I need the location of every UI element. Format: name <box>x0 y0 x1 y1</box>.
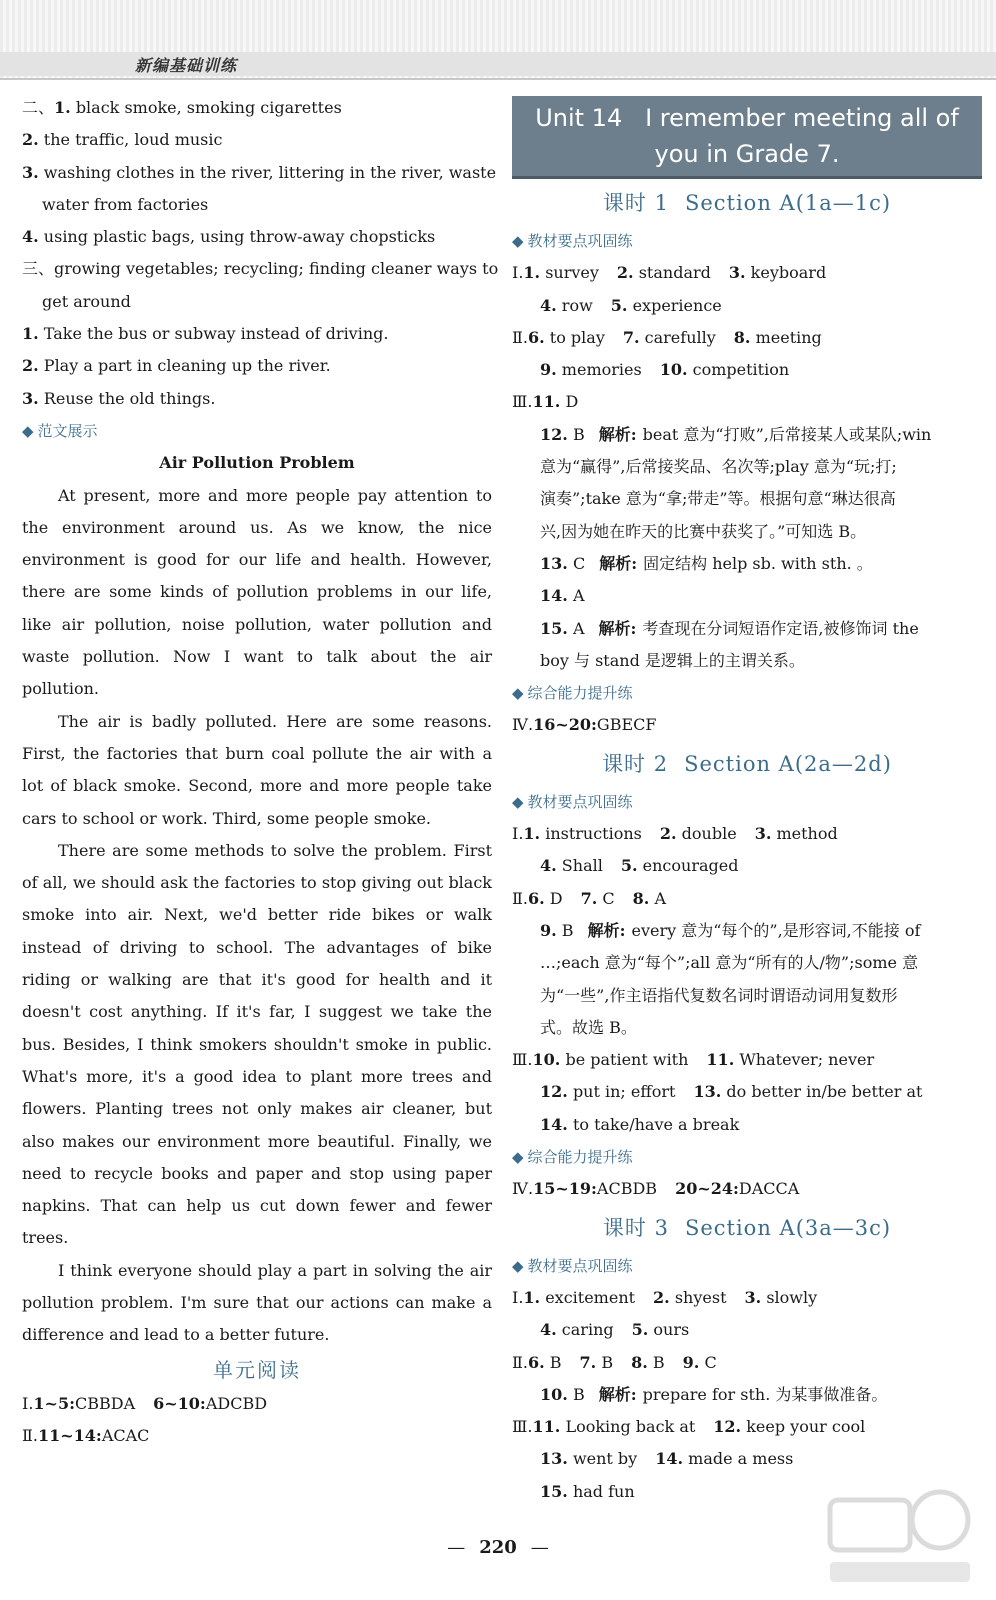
answer: meeting <box>755 327 822 347</box>
answer-text: get around <box>42 291 131 311</box>
answer: Shall <box>561 856 603 876</box>
answer-row <box>512 1109 982 1141</box>
range-label: 11~14: <box>37 1425 102 1445</box>
item-number: 11. <box>532 1417 561 1437</box>
answer-lines-part2-3 <box>22 92 499 415</box>
answer: had fun <box>572 1481 635 1501</box>
item-number: 12. <box>540 424 568 444</box>
reading-answer-row <box>22 1388 492 1420</box>
item-number: 7. <box>622 327 640 347</box>
unit-title-banner <box>512 96 982 179</box>
item-number: 12. <box>713 1417 742 1437</box>
item-number: 10. <box>532 1050 561 1070</box>
diamond-icon: ◆ <box>512 1148 524 1167</box>
explanation: prepare for sth. 为某事做准备。 <box>642 1384 888 1404</box>
essay-title: Air Pollution Problem <box>159 453 355 473</box>
roman-numeral: Ⅱ. <box>512 888 528 908</box>
item-number: 1. <box>523 263 541 283</box>
answer: encouraged <box>642 856 739 876</box>
answer: put in; effort <box>572 1082 676 1102</box>
roman-numeral: Ⅱ. <box>512 327 528 347</box>
explanation-label: 解析: <box>598 618 637 638</box>
item-number: 9. <box>540 920 557 940</box>
answer: D <box>565 392 579 412</box>
explanation-line: …;each 意为“每个”;all 意为“所有的人/物”;some 意 <box>540 953 919 973</box>
item-number: 4. <box>540 295 557 315</box>
item-number: 12. <box>540 1082 568 1102</box>
diamond-icon: ◆ <box>22 421 34 440</box>
item-number: 9. <box>682 1352 700 1372</box>
roman-numeral: Ⅲ. <box>512 1417 533 1437</box>
answer-row <box>512 290 982 322</box>
answer-text: Take the bus or subway instead of driving. <box>43 324 389 344</box>
answer: A <box>572 618 585 638</box>
answer-text: CBBDA <box>74 1393 136 1413</box>
answer-row <box>512 613 982 645</box>
explanation-line: 兴,因为她在昨天的比赛中获奖了。”可知选 B。 <box>540 521 867 541</box>
answer: B <box>572 424 585 444</box>
section-label: 教材要点巩固练 <box>527 232 633 250</box>
item-number: 10. <box>659 360 688 380</box>
answer: C <box>602 888 615 908</box>
essay-paragraph-3: There are some methods to solve the problem. First of all, we should ask the factories to stop giving out black smoke into air. Next, we'd better ride bikes or walk instead of driving to school. The advantages of bike riding or walking are that it's good for health and it doesn't cost anything. If it's far, I suggest we take the bus. Besides, I think smokers shouldn't smoke in public. What's more, it's a good idea to plant more trees and flowers. Planting trees not only makes air cleaner, but also makes our environment more beautiful. Finally, we need to recycle books and paper and stop using paper napkins. That can help us cut down fewer and fewer trees. <box>22 840 492 1248</box>
item-number: 7. <box>580 888 598 908</box>
answer-row <box>512 548 982 580</box>
item-number: 13. <box>693 1082 722 1102</box>
item-number: 3. <box>22 162 39 182</box>
answer: competition <box>692 360 790 380</box>
header-divider <box>0 78 996 80</box>
answer-text: black smoke, smoking cigarettes <box>75 98 342 117</box>
item-number: 8. <box>632 888 650 908</box>
explanation-label: 解析: <box>598 1384 637 1404</box>
answer: row <box>561 295 593 315</box>
item-number: 5. <box>610 295 628 315</box>
item-number: 8. <box>733 327 751 347</box>
reading-answer-row <box>22 1420 492 1452</box>
essay-paragraph-4: I think everyone should play a part in solving the air pollution problem. I'm sure that our actions can make a difference and lead to a better future. <box>22 1260 492 1345</box>
item-number: 9. <box>540 360 557 380</box>
item-number: 13. <box>540 1449 568 1469</box>
item-number: 3. <box>744 1287 762 1307</box>
item-number: 11. <box>706 1050 735 1070</box>
answer-line <box>22 124 492 156</box>
item-number: 6. <box>527 888 545 908</box>
answer: C <box>704 1352 717 1372</box>
roman-numeral: Ⅰ. <box>512 263 524 283</box>
answer: D <box>549 888 563 908</box>
explanation-label: 解析: <box>587 920 626 940</box>
answer-row <box>512 1443 982 1475</box>
range-label: 6~10: <box>153 1393 206 1413</box>
answer: double <box>681 824 737 844</box>
section-basic <box>512 786 982 818</box>
roman-numeral: Ⅲ. <box>512 392 533 412</box>
item-number: 11. <box>532 392 561 412</box>
explanation-line: 为“一些”,作主语指代复数名词时谓语动词用复数形 <box>540 985 898 1005</box>
unit-title-line-1: Unit 14 I remember meeting all of <box>535 104 959 132</box>
item-number: 4. <box>540 1320 557 1340</box>
answer: Looking back at <box>565 1417 696 1437</box>
roman-numeral: Ⅲ. <box>512 1050 533 1070</box>
answer-text: Reuse the old things. <box>43 388 216 408</box>
answer: keyboard <box>750 263 827 283</box>
item-number: 15. <box>540 618 568 638</box>
answer-row <box>512 322 982 354</box>
section-basic <box>512 225 982 257</box>
explanation-line: boy 与 stand 是逻辑上的主谓关系。 <box>540 650 805 670</box>
answer-row <box>512 1173 982 1205</box>
answer-row <box>512 257 982 289</box>
answer-line <box>22 318 492 350</box>
explanation-line: 意为“赢得”,后常接奖品、名次等;play 意为“玩;打; <box>540 457 897 477</box>
lesson-label: 课时 3 <box>602 1215 669 1240</box>
section-label: 综合能力提升练 <box>527 684 633 703</box>
item-number: 16~20: <box>533 715 597 735</box>
answer: C <box>572 553 586 573</box>
diamond-icon: ◆ <box>512 232 524 250</box>
explanation: 固定结构 help sb. with sth. 。 <box>643 553 873 573</box>
item-number: 4. <box>22 227 39 247</box>
answer-row <box>512 915 982 947</box>
item-number: 14. <box>540 1114 568 1134</box>
answer-line <box>22 92 492 124</box>
explanation: beat 意为“打败”,后常接某人或某队;win <box>642 424 932 444</box>
page-number-value: 220 <box>479 1537 517 1558</box>
range-label: 1~5: <box>33 1393 75 1413</box>
explanation-label: 解析: <box>599 553 638 573</box>
answer: be patient with <box>565 1050 689 1070</box>
answer: shyest <box>674 1287 727 1307</box>
item-number: 2. <box>653 1287 670 1307</box>
roman-numeral: Ⅰ. <box>22 1393 34 1413</box>
diamond-icon: ◆ <box>512 792 524 811</box>
answer: experience <box>632 295 722 315</box>
answer: do better in/be better at <box>726 1082 923 1102</box>
explanation-line: 演奏”;take 意为“拿;带走”等。根据句意“琳达很高 <box>540 489 896 509</box>
item-number: 8. <box>631 1352 648 1372</box>
answer: to play <box>549 327 605 347</box>
answer-row <box>512 818 982 850</box>
lesson-label: 课时 2 <box>602 751 669 776</box>
section-prefix: 三、 <box>22 259 55 279</box>
answer-text: ADCBD <box>205 1393 268 1413</box>
item-number: 4. <box>540 856 557 876</box>
right-column <box>512 96 982 1508</box>
item-number: 6. <box>527 327 545 347</box>
item-number: 2. <box>22 356 39 376</box>
section-label: 范文展示 <box>37 421 98 440</box>
answer-text: using plastic bags, using throw-away chopsticks <box>43 227 436 247</box>
item-number: 6. <box>527 1352 545 1372</box>
roman-numeral: Ⅳ. <box>512 715 534 735</box>
explanation-label: 解析: <box>598 424 637 444</box>
answer-line <box>22 286 492 318</box>
answer: caring <box>561 1320 614 1340</box>
roman-numeral: Ⅳ. <box>512 1179 534 1199</box>
answer: B <box>572 1384 585 1404</box>
answer-row <box>512 1076 982 1108</box>
answer-text: the traffic, loud music <box>43 130 223 150</box>
answer-line <box>22 253 499 285</box>
item-number: 20~24: <box>675 1179 739 1199</box>
section-label: 综合能力提升练 <box>527 1148 633 1167</box>
unit-title-line-2: you in Grade 7. <box>654 140 840 168</box>
essay-paragraph-2: The air is badly polluted. Here are some reasons. First, the factories that burn coal pollute the air with a lot of black smoke. Second, more and more people take cars to school or work. Third, some people smoke. <box>22 711 492 828</box>
answer-row <box>512 1282 982 1314</box>
roman-numeral: Ⅱ. <box>22 1425 38 1445</box>
section-label: 教材要点巩固练 <box>527 1256 633 1275</box>
answer: to take/have a break <box>572 1114 740 1134</box>
answer-row <box>512 883 982 915</box>
answer-line <box>22 383 492 415</box>
answer: GBECF <box>596 715 657 735</box>
item-number: 15~19: <box>533 1179 597 1199</box>
item-number: 3. <box>754 824 772 844</box>
answer: method <box>776 824 838 844</box>
answer-line <box>22 157 497 189</box>
answer-text: water from factories <box>42 194 209 214</box>
lesson-section: Section A(1a—1c) <box>684 191 892 215</box>
answer-row <box>512 1411 982 1443</box>
item-number: 10. <box>540 1384 568 1404</box>
answer: A <box>572 586 585 606</box>
item-number: 3. <box>22 388 39 408</box>
answer: B <box>549 1352 562 1372</box>
answer-text: ACAC <box>101 1425 150 1445</box>
answer-row <box>512 1044 982 1076</box>
section-ability <box>512 1141 982 1173</box>
left-column <box>22 92 499 1452</box>
lesson-section: Section A(3a—3c) <box>684 1215 892 1240</box>
answer: excitement <box>545 1287 636 1307</box>
section-model-essay <box>22 415 492 447</box>
answer-row <box>512 1347 982 1379</box>
lesson-section: Section A(2a—2d) <box>684 751 892 776</box>
answer-row <box>512 1379 982 1411</box>
explanation-line: 式。故选 B。 <box>540 1017 637 1037</box>
lesson-1-heading <box>512 181 982 225</box>
answer: slowly <box>766 1287 818 1307</box>
dash-left: — <box>447 1537 466 1558</box>
item-number: 2. <box>659 824 677 844</box>
answer: ACBDB <box>596 1179 658 1199</box>
section-ability <box>512 677 982 709</box>
answer-line <box>22 221 492 253</box>
answer-row <box>512 419 982 451</box>
watermark-logo <box>820 1480 980 1590</box>
answer-row <box>512 850 982 882</box>
diamond-icon: ◆ <box>512 684 524 703</box>
item-number: 14. <box>540 586 568 606</box>
answer: keep your cool <box>746 1417 866 1437</box>
diamond-icon: ◆ <box>512 1256 524 1275</box>
answer-row <box>512 354 982 386</box>
item-number: 2. <box>22 130 39 150</box>
answer-line <box>22 350 492 382</box>
item-number: 7. <box>579 1352 597 1372</box>
item-number: 15. <box>540 1481 568 1501</box>
item-number: 2. <box>616 263 634 283</box>
lesson-label: 课时 1 <box>602 191 669 215</box>
answer: ours <box>653 1320 690 1340</box>
explanation: every 意为“每个的”,是形容词,不能接 of <box>631 920 921 940</box>
item-number: 1. <box>22 324 39 344</box>
answer-text: Play a part in cleaning up the river. <box>43 356 331 376</box>
item-number: 13. <box>540 553 568 573</box>
answer-row <box>512 1314 982 1346</box>
section-prefix: 二、 <box>22 98 55 117</box>
unit-reading-title: 单元阅读 <box>213 1357 301 1382</box>
roman-numeral: Ⅰ. <box>512 1287 524 1307</box>
answer-row <box>512 709 982 741</box>
answer-row <box>512 386 982 418</box>
roman-numeral: Ⅰ. <box>512 824 524 844</box>
book-series-title: 新编基础训练 <box>135 56 238 75</box>
answer: B <box>601 1352 614 1372</box>
answer: DACCA <box>738 1179 800 1199</box>
answer: memories <box>561 360 642 380</box>
answer: standard <box>638 263 711 283</box>
answer-line <box>22 189 492 221</box>
answer: survey <box>545 263 599 283</box>
item-number: 1. <box>523 824 541 844</box>
answer-text: washing clothes in the river, littering in the river, waste <box>43 162 497 182</box>
item-number: 5. <box>631 1320 649 1340</box>
item-number: 1. <box>54 98 71 117</box>
answer: carefully <box>644 327 716 347</box>
dash-right: — <box>530 1537 549 1558</box>
item-number: 14. <box>655 1449 684 1469</box>
essay-paragraph-1: At present, more and more people pay attention to the environment around us. As we know, the nice environment is good for our life and health. However, there are some kinds of pollution problems in our life, like air pollution, noise pollution, water pollution and waste pollution. Now I want to talk about the air pollution. <box>22 485 492 699</box>
item-number: 5. <box>620 856 638 876</box>
lesson-2-heading <box>512 742 982 786</box>
lesson-3-heading <box>512 1206 982 1250</box>
answer-text: growing vegetables; recycling; finding cleaner ways to <box>54 259 499 279</box>
answer: B <box>561 920 574 940</box>
item-number: 3. <box>728 263 746 283</box>
answer: A <box>654 888 666 908</box>
section-basic <box>512 1250 982 1282</box>
explanation: 考查现在分词短语作定语,被修饰词 the <box>642 618 919 638</box>
answer: instructions <box>545 824 642 844</box>
answer: went by <box>572 1449 638 1469</box>
roman-numeral: Ⅱ. <box>512 1352 528 1372</box>
answer: made a mess <box>688 1449 794 1469</box>
answer: B <box>652 1352 665 1372</box>
answer-row <box>512 580 982 612</box>
item-number: 1. <box>523 1287 541 1307</box>
answer: Whatever; never <box>739 1050 875 1070</box>
section-label: 教材要点巩固练 <box>527 792 633 811</box>
